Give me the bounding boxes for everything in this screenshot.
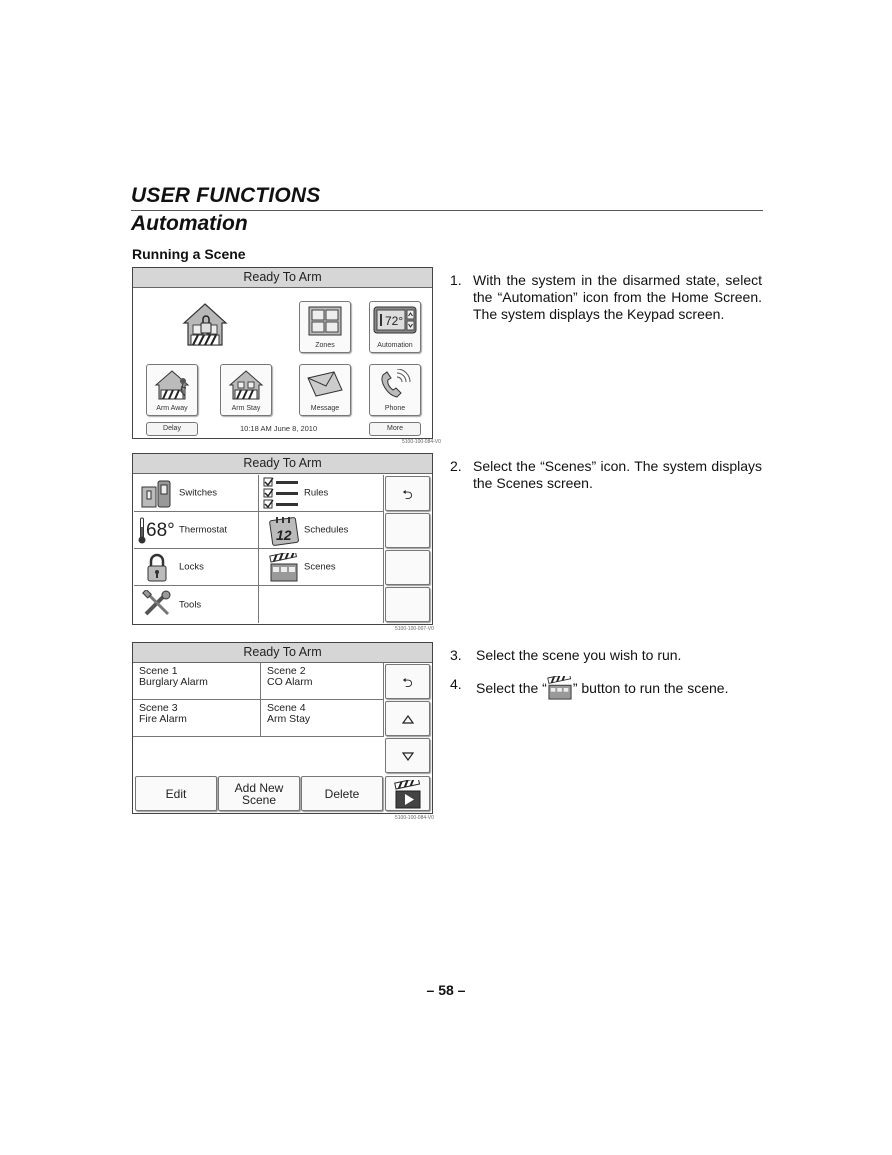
scenes-label: Scenes <box>304 561 336 573</box>
chevron-down-icon <box>402 752 414 761</box>
step-4 <box>450 676 762 696</box>
step-2-number: 2. <box>450 458 462 474</box>
arm-away-icon <box>154 369 190 401</box>
clapperboard-icon <box>269 553 299 582</box>
run-scene-button[interactable] <box>385 776 430 811</box>
scroll-up-button[interactable] <box>385 701 430 736</box>
scene-4-cell[interactable] <box>261 700 384 737</box>
scroll-down-button[interactable] <box>385 738 430 773</box>
tools-icon <box>142 590 172 618</box>
blank-side-button-1 <box>385 513 430 548</box>
scene-1-name: Scene 1 <box>139 665 178 677</box>
step-3-number: 3. <box>450 647 462 663</box>
arm-stay-tile[interactable] <box>220 364 272 416</box>
figure-code-2: 5100-100-007-V0 <box>395 626 434 632</box>
add-new-label-line2: Scene <box>241 792 277 807</box>
lock-icon <box>146 553 168 583</box>
subsection-title: Automation <box>131 212 248 235</box>
thermostat-display-icon <box>373 306 417 334</box>
locks-item[interactable] <box>134 549 259 586</box>
procedure-heading: Running a Scene <box>132 246 246 262</box>
schedules-label: Schedules <box>304 524 349 536</box>
back-button[interactable]: ⮌ <box>385 476 430 511</box>
zones-icon <box>308 306 342 336</box>
empty-item <box>259 586 384 623</box>
scene-3-desc: Fire Alarm <box>139 713 187 725</box>
add-new-scene-button[interactable] <box>218 776 300 811</box>
delete-button[interactable] <box>301 776 383 811</box>
add-new-label-line1: Add New <box>234 780 284 795</box>
automation-temp: 72° <box>385 314 404 328</box>
thermostat-item[interactable] <box>134 512 259 549</box>
tools-item[interactable] <box>134 586 259 623</box>
message-tile[interactable] <box>299 364 351 416</box>
blank-side-button-3 <box>385 587 430 622</box>
home-status-bar: Ready To Arm <box>133 268 432 288</box>
scene-1-cell[interactable] <box>133 663 261 700</box>
phone-tile[interactable] <box>369 364 421 416</box>
switch-icon <box>140 479 174 509</box>
run-scene-inline-icon <box>547 676 573 700</box>
step-2 <box>450 458 762 498</box>
scene-4-name: Scene 4 <box>267 702 306 714</box>
arm-away-tile[interactable] <box>146 364 198 416</box>
automation-tile[interactable] <box>369 301 421 353</box>
step-1-text: With the system in the disarmed state, select the “Automation” icon from the Home Screen. The system displays the Keypad screen. <box>473 272 762 322</box>
step-3 <box>450 647 762 667</box>
home-screen-figure <box>132 267 433 439</box>
automation-screen-figure <box>132 453 433 625</box>
zones-label: Zones <box>315 342 335 349</box>
switches-label: Switches <box>179 487 218 499</box>
run-scene-icon <box>394 780 422 809</box>
status-datetime: 10:18 AM June 8, 2010 <box>240 424 318 433</box>
scenes-item[interactable] <box>259 549 384 586</box>
arm-stay-label: Arm Stay <box>231 405 261 412</box>
figure-code-1: 5100-100-084-V0 <box>402 439 441 445</box>
edit-button[interactable] <box>135 776 217 811</box>
title-rule <box>131 210 763 211</box>
rules-label: Rules <box>304 487 329 499</box>
step-4-text-after: ” button to run the scene. <box>572 680 729 696</box>
scene-3-name: Scene 3 <box>139 702 178 714</box>
edit-label: Edit <box>165 786 187 801</box>
scene-2-cell[interactable] <box>261 663 384 700</box>
back-button[interactable]: ⮌ <box>385 664 430 699</box>
thermometer-icon <box>138 517 146 545</box>
more-button[interactable]: More <box>369 422 421 436</box>
house-lock-icon <box>181 301 229 349</box>
step-3-text: Select the scene you wish to run. <box>476 647 682 663</box>
arm-away-label: Arm Away <box>156 405 188 412</box>
tools-label: Tools <box>179 599 202 610</box>
phone-icon <box>377 369 413 401</box>
page-number: – 58 – <box>426 982 466 998</box>
automation-label: Automation <box>377 342 413 349</box>
switches-item[interactable] <box>134 475 259 512</box>
scene-2-name: Scene 2 <box>267 665 306 677</box>
section-title: USER FUNCTIONS <box>131 184 321 207</box>
chevron-up-icon <box>402 715 414 724</box>
arm-stay-icon <box>228 369 264 401</box>
step-1-number: 1. <box>450 272 462 288</box>
locks-label: Locks <box>179 561 204 573</box>
scene-2-desc: CO Alarm <box>267 676 313 688</box>
message-label: Message <box>310 405 340 412</box>
delete-label: Delete <box>324 786 360 801</box>
schedules-item[interactable] <box>259 512 384 549</box>
checklist-icon <box>263 477 301 510</box>
schedules-day: 12 <box>276 527 292 543</box>
step-4-text <box>476 676 762 700</box>
figure-code-3: 5100-100-084-V0 <box>395 815 434 821</box>
thermostat-label: Thermostat <box>179 524 228 536</box>
step-2-text: Select the “Scenes” icon. The system displays the Scenes screen. <box>473 458 762 491</box>
calendar-icon <box>269 515 299 546</box>
delay-button[interactable]: Delay <box>146 422 198 436</box>
scene-1-desc: Burglary Alarm <box>139 676 208 688</box>
scenes-screen-figure <box>132 642 433 814</box>
rules-item[interactable] <box>259 475 384 512</box>
automation-status-bar: Ready To Arm <box>133 454 432 474</box>
zones-tile[interactable] <box>299 301 351 353</box>
thermostat-temp: 68° <box>146 520 175 541</box>
step-4-number: 4. <box>450 676 462 692</box>
step-1 <box>450 272 762 342</box>
phone-label: Phone <box>384 405 406 412</box>
scene-4-desc: Arm Stay <box>267 713 311 725</box>
envelope-icon <box>306 370 344 398</box>
blank-side-button-2 <box>385 550 430 585</box>
step-4-text-before: Select the “ <box>476 680 547 696</box>
scene-3-cell[interactable] <box>133 700 261 737</box>
scenes-status-bar: Ready To Arm <box>133 643 432 663</box>
